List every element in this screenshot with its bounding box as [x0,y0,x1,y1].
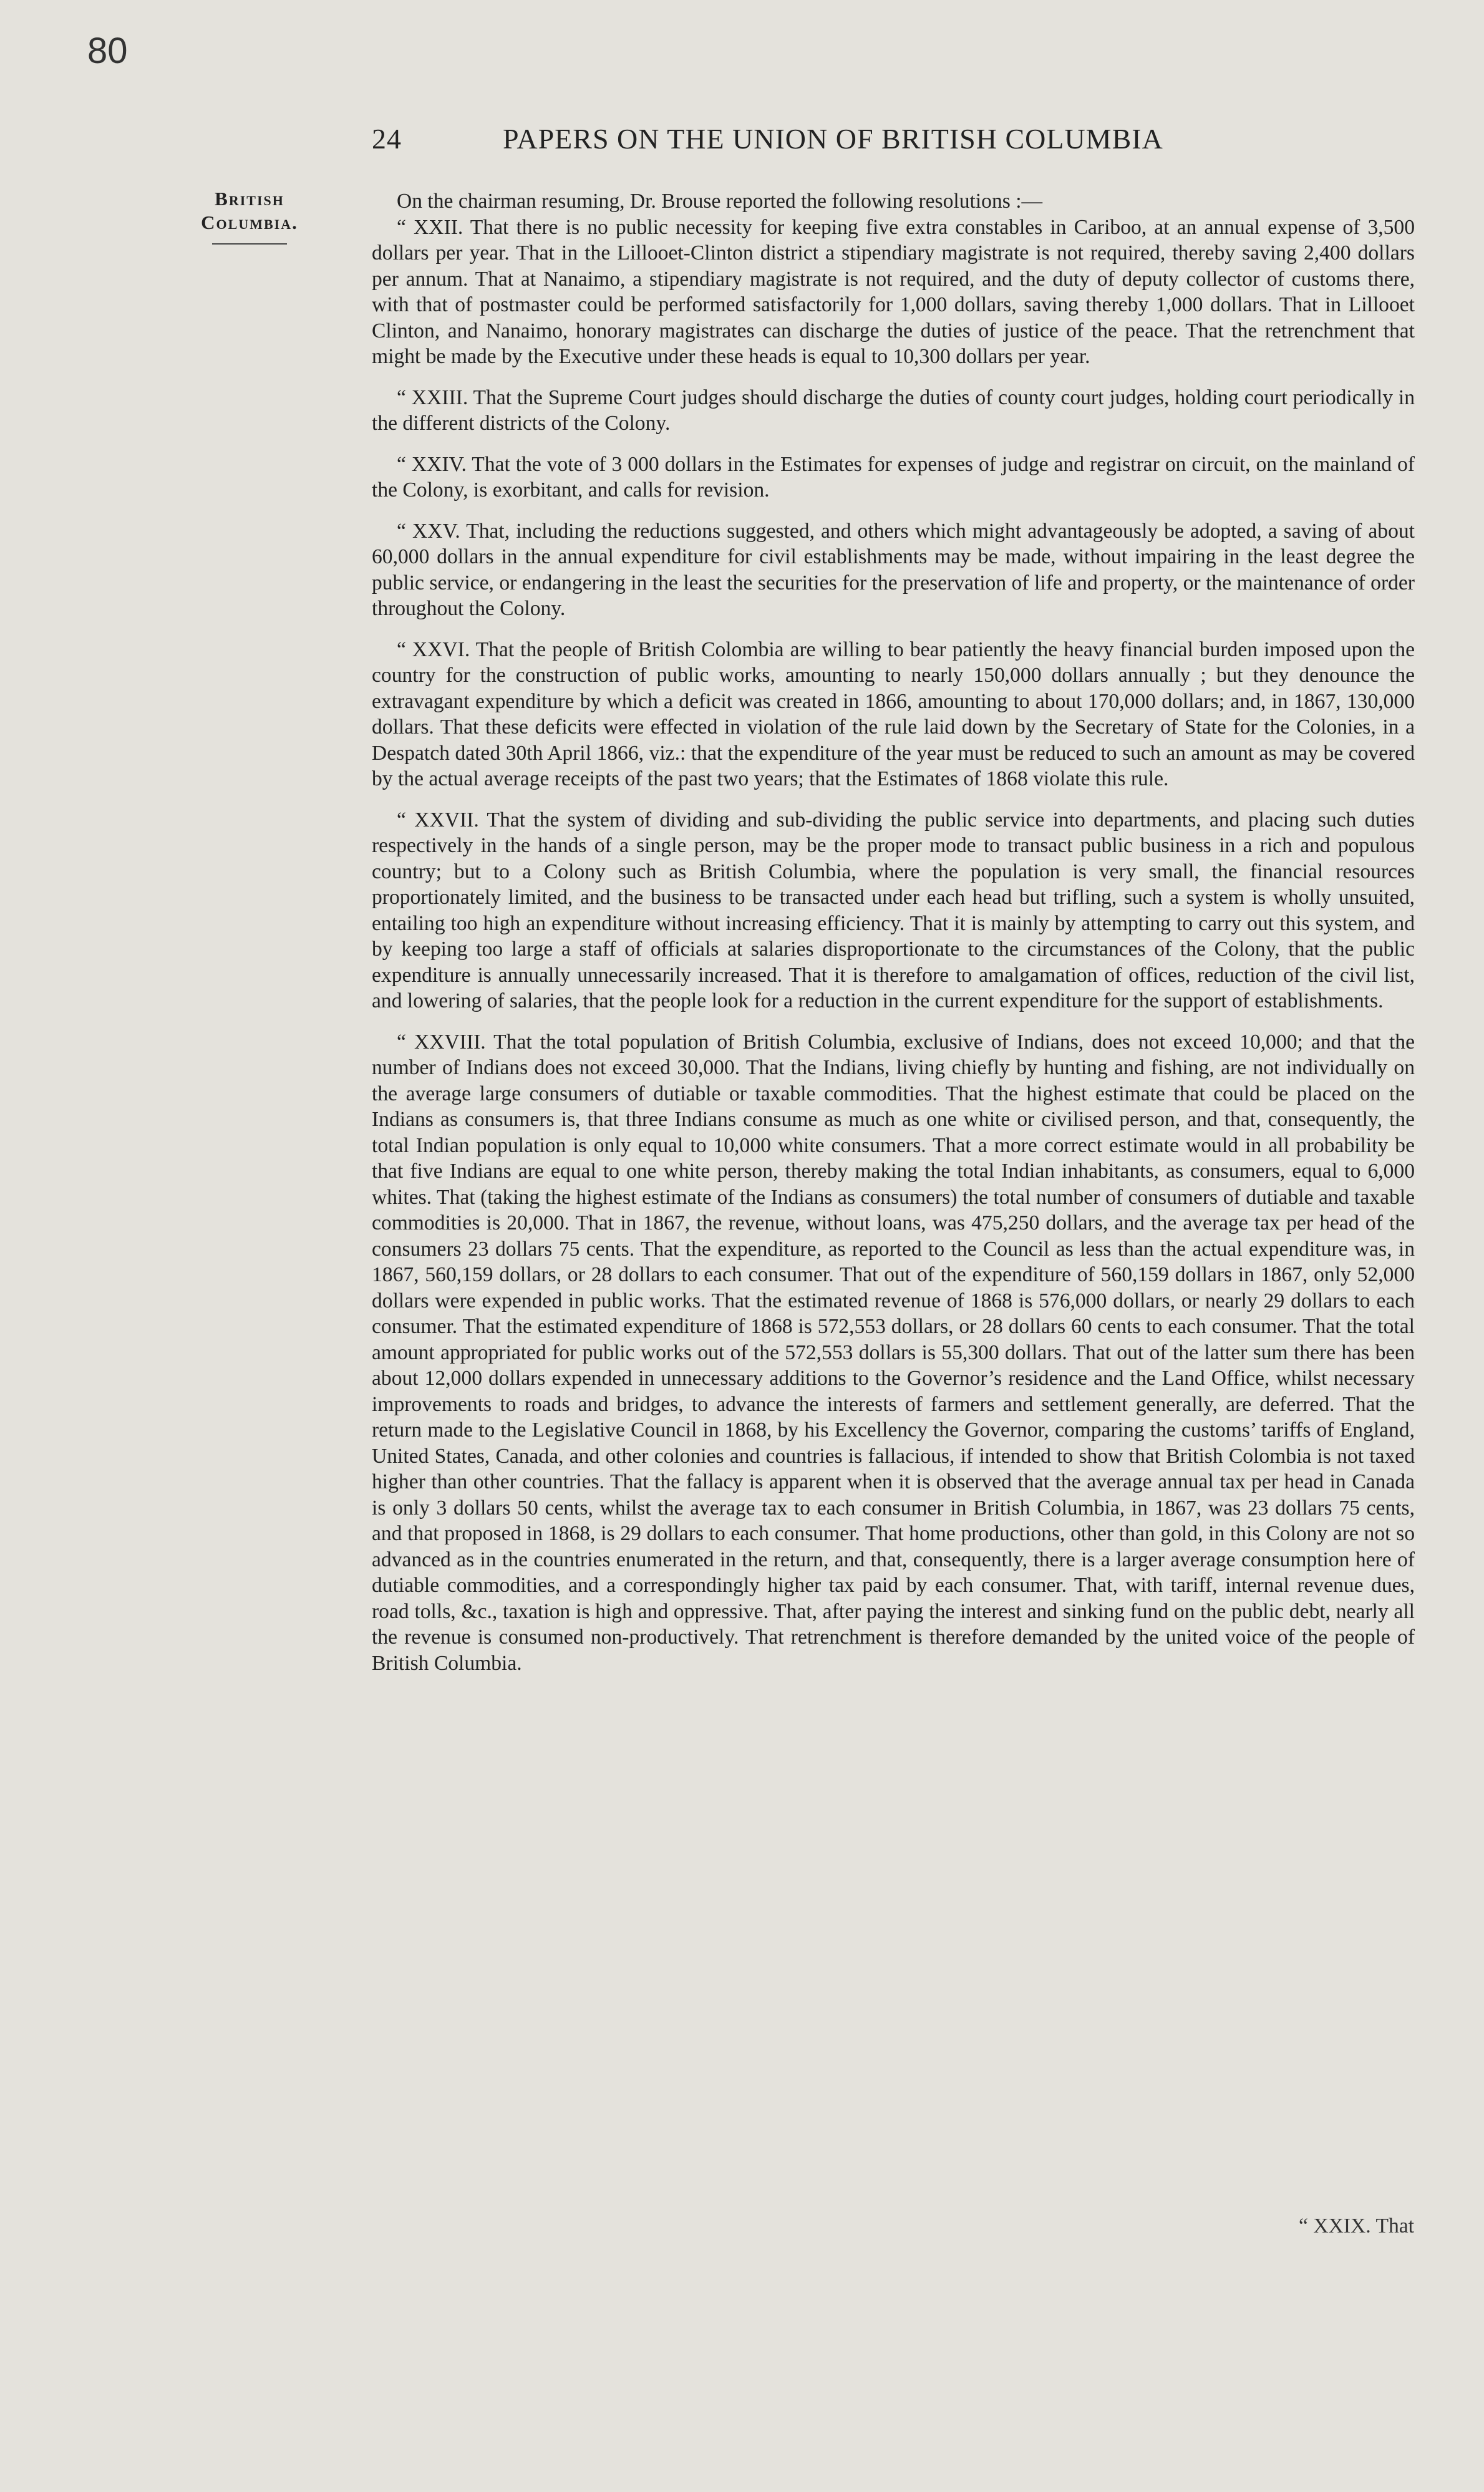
resolution-xxiv: “ XXIV. That the vote of 3 000 dollars in the Estimates for expenses of judge and registrar on circuit, on the mainland of the Colony, is exorbitant, and calls for revision. [372,452,1415,502]
resolution-xxv: “ XXV. That, including the reductions suggested, and others which might advantageously be adopted, a saving of about 60,000 dollars in the annual expenditure for civil establishments may be made, without impairing in the least degree the public service, or endangering in the least the securities for the preservation of life and property, or the maintenance of order throughout the Colony. [372,519,1415,620]
margin-note-line-1: British [215,188,284,210]
paragraph-intro: On the chairman resuming, Dr. Brouse reported the following resolutions :— [397,190,1043,213]
margin-note [156,187,343,245]
resolution-xxviii: “ XXVIII. That the total population of British Columbia, exclusive of Indians, does not exceed 10,000; and that the number of Indians does not exceed 30,000. That the Indians, living chiefly by hunting and fishing, are not individually on the average large consumers of dutiable or taxable commodities. That the highest estimate that could be placed on the Indians as consumers is, that three Indians consume as much as one white or civilised person, and that, consequently, the total Indian population is only equal to 10,000 white consumers. That a more correct estimate would in all probability be that five Indians are equal to one white person, thereby making the total Indian inhabitants, as consumers, equal to 6,000 whites. That (taking the highest estimate of the Indians as consumers) the total number of consumers of dutiable and taxable commodities is 20,000. That in 1867, the revenue, without loans, was 475,250 dollars, and the average tax per head of the consumers 23 dollars 75 cents. That the expenditure, as reported to the Council as less than the actual expenditure was, in 1867, 560,159 dollars, or 28 dollars to each consumer. That out of the expenditure of 560,159 dollars in 1867, only 52,000 dollars were expended in public works. That the estimated revenue of 1868 is 576,000 dollars, or nearly 29 dollars to each consumer. That the estimated expenditure of 1868 is 572,553 dollars, or 28 dollars 60 cents to each consumer. That the total amount appropriated for public works out of the 572,553 dollars is 55,300 dollars. That out of the latter sum there has been about 12,000 dollars expended in unnecessary additions to the Governor’s residence and the Land Office, whilst necessary improvements to roads and bridges, to advance the interests of farmers and settlement generally, are deferred. That the return made to the Legislative Council in 1868, by his Excellency the Governor, comparing the customs’ tariffs of England, United States, Canada, and other colonies and countries is fallacious, if intended to show that British Colombia is not taxed higher than other countries. That the fallacy is apparent when it is observed that the average annual tax per head in Canada is only 3 dollars 50 cents, whilst the average tax to each consumer in British Columbia, in 1867, was 23 dollars 75 cents, and that proposed in 1868, is 29 dollars to each consumer. That home productions, other than gold, in this Colony are not so advanced as in the countries enumerated in the return, and that, consequently, there is a larger average consumption here of dutiable commodities, and a correspondingly higher tax paid by each consumer. That, with tariff, internal revenue dues, road tolls, &c., taxation is high and oppressive. That, after paying the interest and sinking fund on the public debt, nearly all the revenue is consumed non-productively. That retrenchment is therefore demanded by the united voice of the people of British Columbia. [372,1030,1415,1675]
resolution-xxvii: “ XXVII. That the system of dividing and sub-dividing the public service into departments, and placing such duties respectively in the hands of a single person, may be the proper mode to transact public business in a rich and populous country; but to a Colony such as British Columbia, where the population is very small, the financial resources proportionately limited, and the business to be transacted under each head but trifling, such a system is wholly unsuited, entailing too high an expenditure without increasing efficiency. That it is mainly by attempting to carry out this system, and by keeping too large a staff of officials at salaries disproportionate to the circumstances of the Colony, that the public expenditure is annually unnecessarily increased. That it is therefore to amalgamation of offices, reduction of the civil list, and lowering of salaries, that the people look for a reduction in the current expenditure for the support of establishments. [372,808,1415,1012]
running-head-page-number: 24 [372,123,402,155]
running-head-title: PAPERS ON THE UNION OF BRITISH COLUMBIA [503,123,1163,155]
resolution-xxiii: “ XXIII. That the Supreme Court judges should discharge the duties of county court judges, holding court periodically in the different districts of the Colony. [372,385,1415,435]
resolution-xxii: “ XXII. That there is no public necessity for keeping five extra constables in Cariboo, at an annual expense of 3,500 dollars per year. That in the Lillooet-Clinton district a stipendiary magistrate is not required, thereby saving 2,400 dollars per annum. That at Nanaimo, a stipendiary magistrate is not required, and the duty of deputy collector of customs there, with that of postmaster could be performed satisfactorily for 1,000 dollars, saving thereby 1,000 dollars. That in Lillooet Clinton, and Nanaimo, honorary magistrates can discharge the duties of justice of the peace. That the retrenchment that might be made by the Executive under these heads is equal to 10,300 dollars per year. [372,215,1415,368]
running-head [372,122,1415,155]
catchword: “ XXIX. That [1299,2214,1414,2237]
margin-note-line-2: Columbia. [201,211,298,233]
archive-page-number: 80 [87,31,128,71]
margin-note-rule [212,243,287,245]
body-text [372,188,1415,1676]
resolution-xxvi: “ XXVI. That the people of British Colombia are willing to bear patiently the heavy financial burden imposed upon the country for the construction of public works, amounting to nearly 150,000 dollars annually ; but they denounce the extravagant expenditure by which a deficit was created in 1866, amounting to about 170,000 dollars; and, in 1867, 130,000 dollars. That these deficits were effected in violation of the rule laid down by the Secretary of State for the Colonies, in a Despatch dated 30th April 1866, viz.: that the expenditure of the year must be reduced to such an amount as may be covered by the actual average receipts of the past two years; that the Estimates of 1868 violate this rule. [372,638,1415,790]
